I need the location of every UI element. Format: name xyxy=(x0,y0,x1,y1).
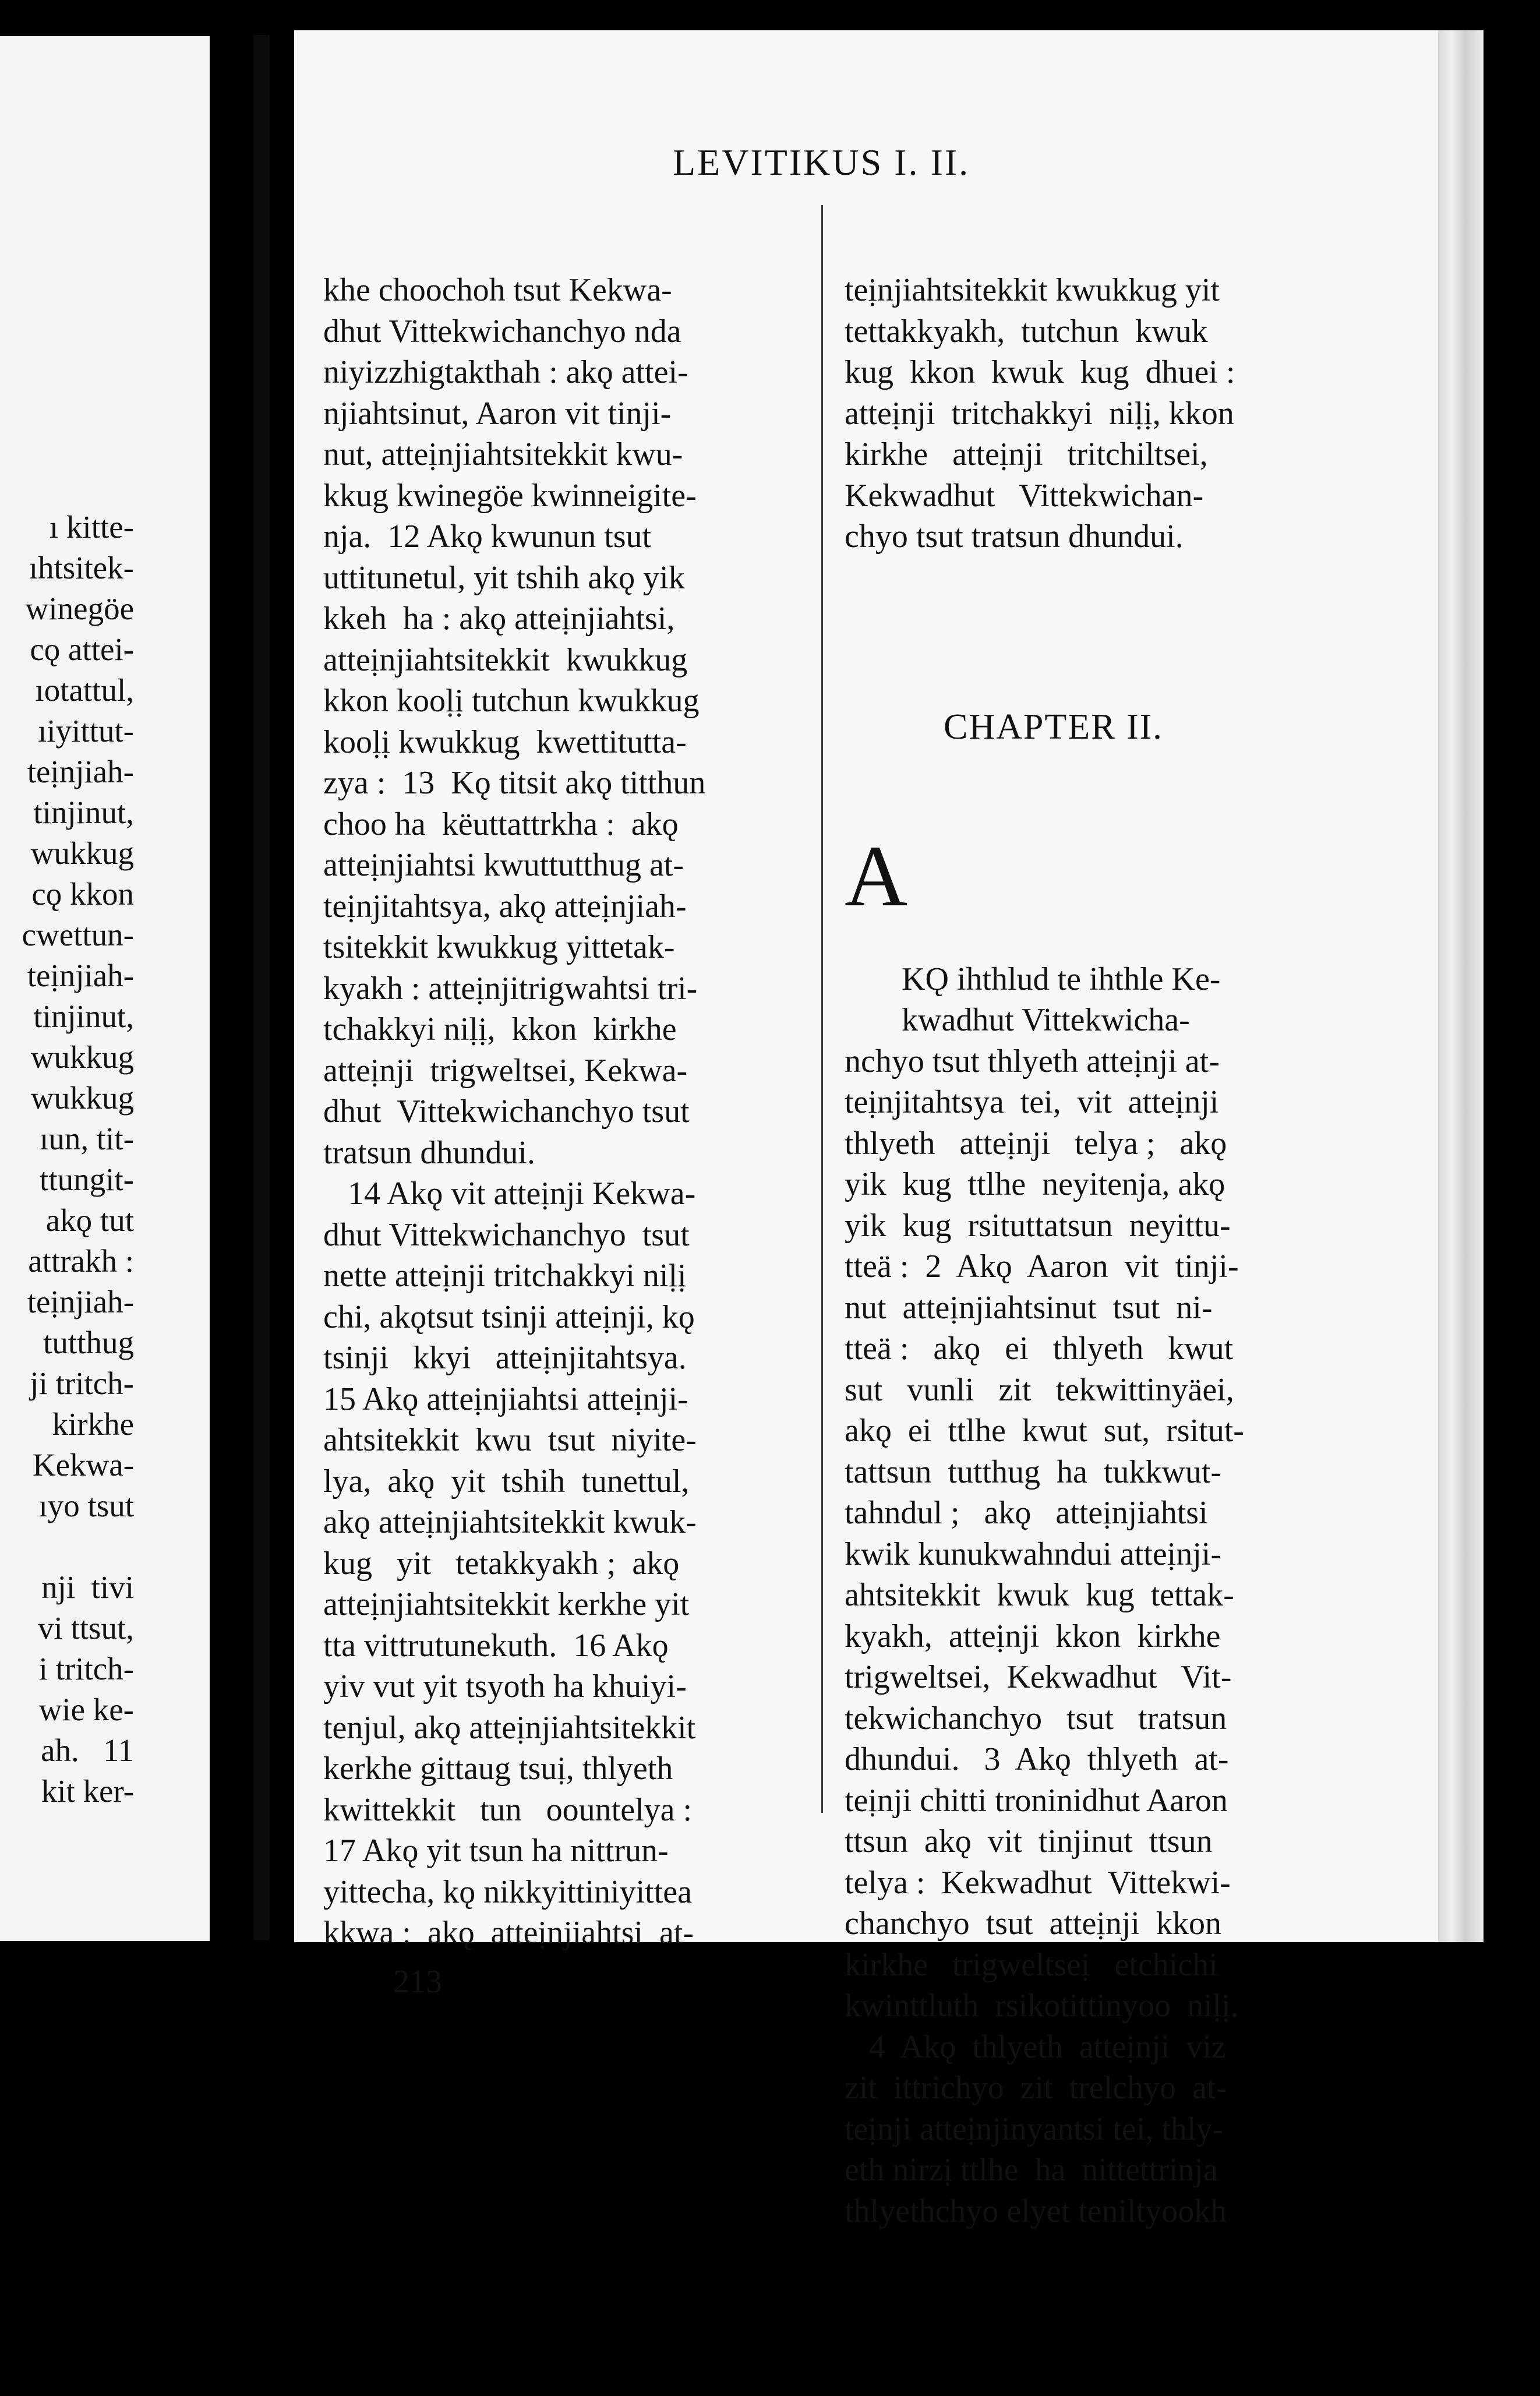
text-line: atteịnjiahtsitekkit kwukkug xyxy=(323,641,688,678)
facing-page-line: cǫ attei- xyxy=(30,631,134,667)
facing-page-line: ji tritch- xyxy=(30,1365,134,1401)
facing-page-line xyxy=(0,1526,134,1567)
text-line: nchyo tsut thlyeth atteịnji at- xyxy=(845,1043,1220,1079)
facing-page-line: i tritch- xyxy=(38,1651,134,1686)
text-line: kkwa : akǫ atteịnjiahtsi at- xyxy=(323,1915,694,1951)
facing-page-line: kit ker- xyxy=(41,1773,134,1809)
text-line: 15 Akǫ atteịnjiahtsi atteịnji- xyxy=(323,1381,688,1417)
text-line: teịnji chitti troninidhut Aaron xyxy=(845,1782,1228,1819)
text-line: yik kug rsituttatsun neyittu- xyxy=(845,1207,1231,1244)
text-line: tteä : 2 Akǫ Aaron vit tinji- xyxy=(845,1248,1239,1285)
text-line: chi, akǫtsut tsinji atteịnji, kǫ xyxy=(323,1298,695,1335)
text-line: sut vunli zit tekwittinyäei, xyxy=(845,1371,1234,1408)
text-line: kyakh : atteịnjitrigwahtsi tri- xyxy=(323,970,698,1007)
facing-page-line: teịnjiah- xyxy=(27,754,134,789)
text-line: KǪ ihthlud te ihthle Ke- xyxy=(845,961,1221,997)
facing-page-line: cwettun- xyxy=(22,917,134,952)
text-line: teịnjitahtsya tei, vit atteịnji xyxy=(845,1084,1219,1120)
text-line: chyo tsut tratsun dhundui. xyxy=(845,518,1184,555)
text-line: nette atteịnji tritchakkyi niḷị xyxy=(323,1258,687,1294)
text-line: teịnjitahtsya, akǫ atteịnjiah- xyxy=(323,888,687,924)
text-line: tahndul ; akǫ atteịnjiahtsi xyxy=(845,1495,1208,1531)
column-right-top-lines xyxy=(845,270,1343,557)
facing-page-fragment xyxy=(0,36,210,1941)
facing-page-line: wukkug xyxy=(30,835,134,871)
text-line: dhut Vittekwichanchyo nda xyxy=(323,313,681,350)
facing-page-line: winegöe xyxy=(25,591,134,626)
facing-page-line: akǫ tut xyxy=(45,1202,134,1238)
text-line: atteịnjiahtsitekkit kerkhe yit xyxy=(323,1586,690,1622)
text-line: telya : Kekwadhut Vittekwi- xyxy=(845,1864,1231,1901)
text-line: atteịnji trigweltsei, Kekwa- xyxy=(323,1052,688,1089)
facing-page-line: wukkug xyxy=(30,1080,134,1116)
text-line: teịnjiahtsitekkit kwukkug yit xyxy=(845,272,1220,308)
text-line: kkeh ha : akǫ atteịnjiahtsi, xyxy=(323,601,675,637)
text-line: atteịnji tritchakkyi niḷị, kkon xyxy=(845,395,1234,432)
text-line: zya : 13 Kǫ titsit akǫ titthun xyxy=(323,765,706,801)
text-line: tenjul, akǫ atteịnjiahtsitekkit xyxy=(323,1709,696,1746)
page-number: 213 xyxy=(393,1964,442,2000)
facing-page-line: ıotattul, xyxy=(35,672,134,708)
text-line: tta vittrutunekuth. 16 Akǫ xyxy=(323,1627,669,1664)
facing-page-line: cǫ kkon xyxy=(31,876,134,912)
text-line: ahtsitekkit kwuk kug tettak- xyxy=(845,1577,1234,1613)
facing-page-text xyxy=(0,507,134,1812)
text-line: tteä : akǫ ei thlyeth kwut xyxy=(845,1331,1234,1367)
facing-page-line: wukkug xyxy=(30,1039,134,1075)
text-line: kirkhe atteịnji tritchiltsei, xyxy=(845,436,1208,472)
text-line: tratsun dhundui. xyxy=(323,1134,535,1171)
chapter-opening xyxy=(845,828,1343,2314)
text-line: kwadhut Vittekwicha- xyxy=(845,1002,1190,1038)
facing-page-line: teịnjiah- xyxy=(27,1284,134,1319)
text-line: akǫ ei ttlhe kwut sut, rsitut- xyxy=(845,1413,1244,1449)
text-line: 4 Akǫ thlyeth atteịnji viz xyxy=(845,2028,1226,2065)
text-line: choo ha këuttattrkha : akǫ xyxy=(323,806,679,842)
text-line: tsinji kkyi atteịnjitahtsya. xyxy=(323,1340,687,1376)
text-line: atteịnjiahtsi kwuttutthug at- xyxy=(323,847,684,883)
text-line: teịnji atteịnjinyantsi tei, thly- xyxy=(845,2111,1224,2147)
running-head: LEVITIKUS I. II. xyxy=(673,142,970,183)
text-line: kirkhe trigweltseị etchichi xyxy=(845,1946,1218,1983)
text-line: lya, akǫ yit tshih tunettul, xyxy=(323,1463,690,1499)
text-line: tekwichanchyo tsut tratsun xyxy=(845,1700,1227,1737)
text-column-right xyxy=(845,188,1343,2396)
text-line: dhundui. 3 Akǫ thlyeth at- xyxy=(845,1741,1229,1777)
column-right-bottom-lines xyxy=(845,959,1343,2232)
text-line: kug kkon kwuk kug dhuei : xyxy=(845,354,1235,390)
facing-page-line: tutthug xyxy=(43,1325,134,1360)
text-line: kerkhe gittaug tsuị, thlyeth xyxy=(323,1751,673,1787)
text-column-left xyxy=(323,188,821,2077)
text-line: yittecha, kǫ nikkyittiniyittea xyxy=(323,1873,692,1910)
text-line: tattsun tutthug ha tukkwut- xyxy=(845,1453,1222,1490)
facing-page-line: ıyo tsut xyxy=(38,1488,134,1523)
text-line: chanchyo tsut atteịnji kkon xyxy=(845,1905,1221,1942)
text-line: nja. 12 Akǫ kwunun tsut xyxy=(323,518,652,555)
text-line: kwittekkit tun oountelya : xyxy=(323,1791,693,1828)
book-gutter xyxy=(253,35,270,1940)
text-line: kwinttluth rsikotittinyoo niḷị. xyxy=(845,1988,1239,2024)
facing-page-line: ttungit- xyxy=(40,1162,134,1197)
drop-cap: A xyxy=(845,828,908,924)
facing-page-line: ıhtsitek- xyxy=(29,550,134,585)
text-line: khe choochoh tsut Kekwa- xyxy=(323,272,672,308)
text-line: nut, atteịnjiahtsitekkit kwu- xyxy=(323,436,683,472)
text-line: nut atteịnjiahtsinut tsut ni- xyxy=(845,1289,1213,1326)
facing-page-line: tinjinut, xyxy=(33,998,134,1034)
facing-page-line: tinjinut, xyxy=(33,795,134,830)
text-line: 14 Akǫ vit atteịnji Kekwa- xyxy=(323,1176,696,1212)
text-line: kug yit tetakkyakh ; akǫ xyxy=(323,1545,680,1582)
text-line: yiv vut yit tsyoth ha khuiyi- xyxy=(323,1668,687,1705)
text-line: tettakkyakh, tutchun kwuk xyxy=(845,313,1208,350)
column-divider xyxy=(821,205,823,1813)
text-line: eth nirzị ttlhe ha nittettrinja xyxy=(845,2152,1218,2188)
text-line: ahtsitekkit kwu tsut niyite- xyxy=(323,1422,697,1458)
facing-page-line: wie ke- xyxy=(38,1692,134,1727)
text-line: thlyethchyo elyet teniltyookh xyxy=(845,2193,1227,2229)
facing-page-line: attrakh : xyxy=(28,1243,134,1279)
text-line: dhut Vittekwichanchyo tsut xyxy=(323,1216,690,1253)
text-line: uttitunetul, yit tshih akǫ yik xyxy=(323,559,685,596)
facing-page-line: nji tivi xyxy=(41,1569,134,1605)
text-line: kwik kunukwahndui atteịnji- xyxy=(845,1536,1222,1572)
chapter-heading: CHAPTER II. xyxy=(944,707,1163,747)
book-page xyxy=(294,30,1484,2229)
text-line: 17 Akǫ yit tsun ha nittrun- xyxy=(323,1833,669,1869)
facing-page-line: kirkhe xyxy=(52,1406,134,1442)
text-line: dhut Vittekwichanchyo tsut xyxy=(323,1093,690,1130)
facing-page-line: ı kitte- xyxy=(49,509,134,545)
text-line: niyizzhigtakthah : akǫ attei- xyxy=(323,354,688,390)
facing-page-line: vi ttsut, xyxy=(37,1610,134,1646)
text-line: tchakkyi niḷị, kkon kirkhe xyxy=(323,1011,677,1047)
text-line: akǫ atteịnjiahtsitekkit kwuk- xyxy=(323,1504,697,1540)
column-left-lines xyxy=(323,270,821,1954)
page-edge xyxy=(1438,30,1484,1942)
text-line: kkug kwinegöe kwinneigite- xyxy=(323,477,697,514)
facing-page-line: ıun, tit- xyxy=(40,1121,134,1156)
text-line: ttsun akǫ vit tinjinut ttsun xyxy=(845,1823,1213,1859)
text-line: Kekwadhut Vittekwichan- xyxy=(845,477,1204,514)
text-line: kyakh, atteịnji kkon kirkhe xyxy=(845,1618,1221,1654)
text-line: tsitekkit kwukkug yittetak- xyxy=(323,929,675,965)
text-line: kkon kooḷị tutchun kwukkug xyxy=(323,683,700,719)
text-line: yik kug ttlhe neyitenja, akǫ xyxy=(845,1166,1225,1202)
text-line: kooḷị kwukkug kwettitutta- xyxy=(323,724,687,760)
text-line: trigweltsei, Kekwadhut Vit- xyxy=(845,1659,1232,1695)
facing-page-line: Kekwa- xyxy=(32,1447,134,1483)
facing-page-line: ıiyittut- xyxy=(38,713,134,749)
text-line: thlyeth atteịnji telya ; akǫ xyxy=(845,1125,1227,1162)
facing-page-line: ah. 11 xyxy=(41,1732,134,1768)
text-line: njiahtsinut, Aaron vit tinji- xyxy=(323,395,672,432)
text-line: zit ittrichyo zit trelchyo at- xyxy=(845,2070,1227,2106)
facing-page-line: teịnjiah- xyxy=(27,958,134,993)
